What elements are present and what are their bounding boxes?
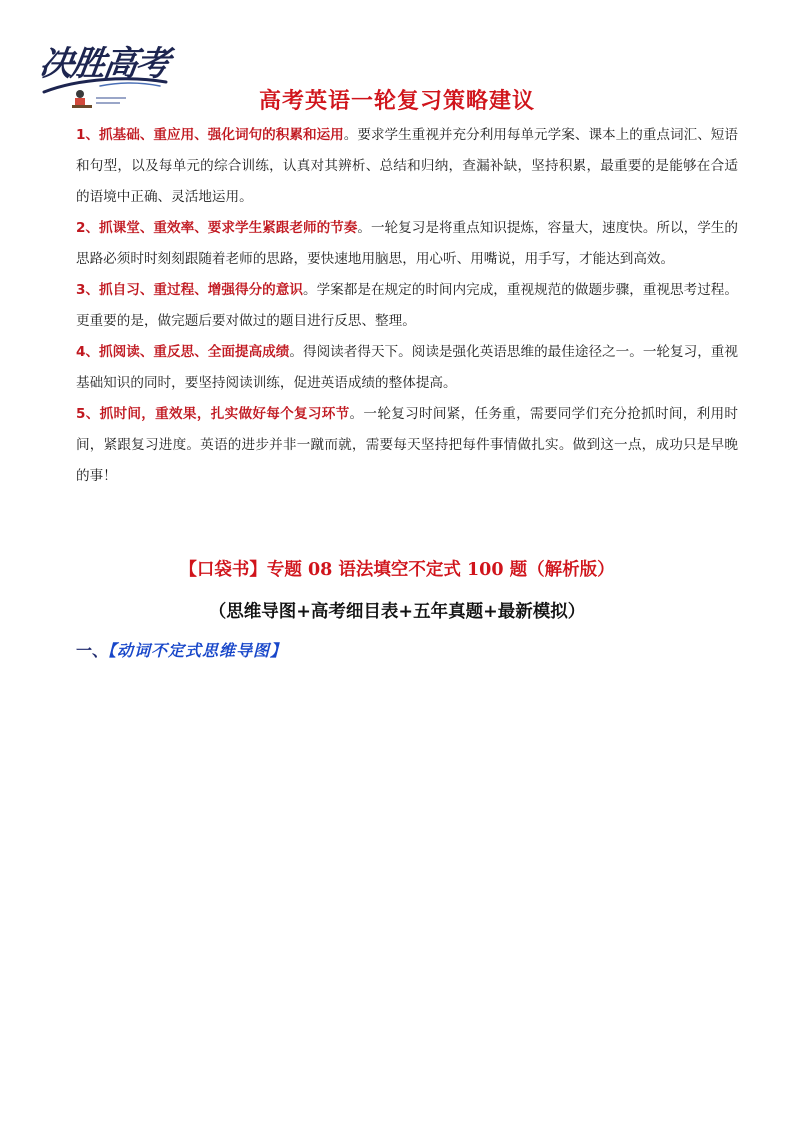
advice-lead: 3、抓自习、重过程、增强得分的意识 bbox=[76, 282, 303, 298]
advice-list bbox=[76, 120, 738, 492]
advice-body: 。一轮复习时间紧，任务重，需要同学们充分抢抓时间，利用时间，紧跟复习进度。英语的进步并非一蹴而就，需要每天坚持把每件事情做扎实。做到这一点，成功只是早晚的事！ bbox=[76, 406, 738, 484]
section-number: 一、 bbox=[76, 641, 109, 660]
advice-body: 。一轮复习是将重点知识提炼，容量大，速度快。所以，学生的思路必须时时刻刻跟随着老师的思路，要快速地用脑思，用心听、用嘴说，用手写，才能达到高效。 bbox=[76, 220, 739, 267]
advice-lead: 5、抓时间，重效果，扎实做好每个复习环节 bbox=[76, 406, 350, 422]
advice-lead: 2、抓课堂、重效率、要求学生紧跟老师的节奏 bbox=[76, 220, 358, 236]
advice-lead: 4、抓阅读、重反思、全面提高成绩 bbox=[76, 344, 290, 360]
section-label: 【动词不定式思维导图】 bbox=[108, 641, 288, 660]
pocket-book-subtitle: （思维导图+高考细目表+五年真题+最新模拟） bbox=[208, 602, 586, 622]
advice-item bbox=[76, 399, 738, 492]
advice-item bbox=[76, 120, 738, 213]
advice-item bbox=[76, 337, 738, 399]
pocket-book-title: 【口袋书】专题 08 语法填空不定式 100 题（解析版） bbox=[179, 560, 615, 580]
advice-body: 。得阅读者得天下。阅读是强化英语思维的最佳途径之一。一轮复习，重视基础知识的同时，要坚持阅读训练，促进英语成绩的整体提高。 bbox=[76, 344, 738, 391]
logo-text: 决胜高考 bbox=[36, 44, 171, 84]
advice-item bbox=[76, 213, 738, 275]
advice-lead: 1、抓基础、重应用、强化词句的积累和运用 bbox=[76, 127, 344, 143]
advice-body: 。学案都是在规定的时间内完成，重视规范的做题步骤，重视思考过程。更重要的是，做完题后要对做过的题目进行反思、整理。 bbox=[76, 282, 738, 329]
section-heading bbox=[76, 638, 287, 661]
page-title: 高考英语一轮复习策略建议 bbox=[258, 89, 535, 114]
advice-body: 。要求学生重视并充分利用每单元学案、课本上的重点词汇、短语和句型，以及每单元的综合训练，认真对其辨析、总结和归纳，查漏补缺，坚持积累，最重要的是能够在合适的语境中正确、灵活地运用。 bbox=[76, 127, 739, 205]
advice-item bbox=[76, 275, 738, 337]
